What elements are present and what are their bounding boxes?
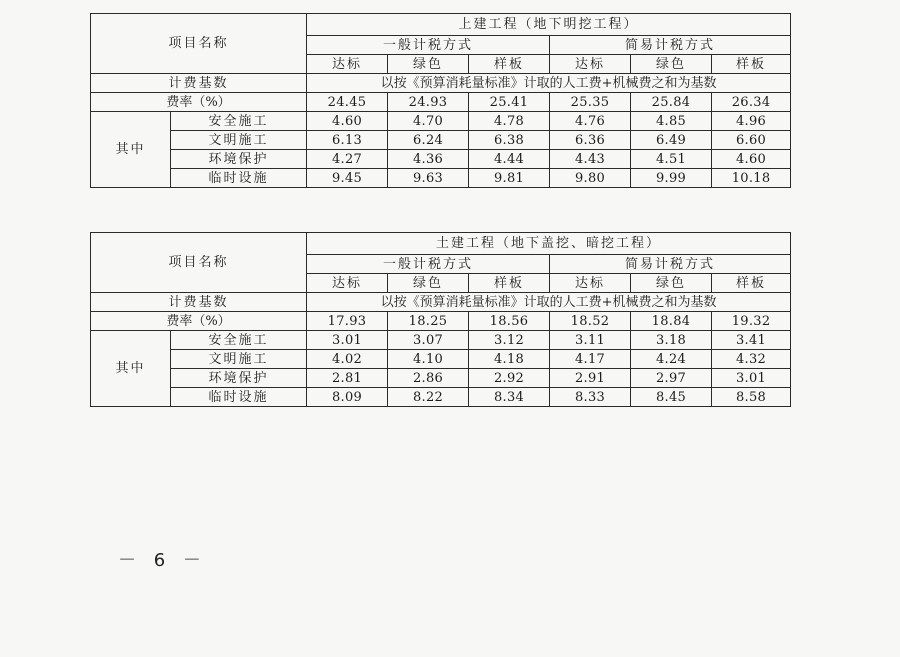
level-header: 样板 — [712, 55, 791, 74]
item-name-header: 项目名称 — [91, 233, 307, 293]
fee-rate-table-2 — [90, 232, 791, 407]
sub-row-value: 8.33 — [550, 388, 631, 407]
sub-row-value: 10.18 — [712, 169, 791, 188]
sub-row-value: 9.80 — [550, 169, 631, 188]
sub-row-value: 4.18 — [469, 350, 550, 369]
sub-row-value: 4.43 — [550, 150, 631, 169]
sub-row-value: 9.45 — [307, 169, 388, 188]
rate-value: 18.56 — [469, 312, 550, 331]
tax-method-general: 一般计税方式 — [307, 255, 550, 274]
sub-row-value: 4.60 — [712, 150, 791, 169]
rate-value: 18.25 — [388, 312, 469, 331]
sub-row-value: 3.07 — [388, 331, 469, 350]
level-header: 绿色 — [631, 274, 712, 293]
sub-row-label: 环境保护 — [171, 150, 307, 169]
sub-row-value: 4.60 — [307, 112, 388, 131]
sub-row-value: 9.63 — [388, 169, 469, 188]
level-header: 样板 — [469, 274, 550, 293]
tax-method-simple: 简易计税方式 — [550, 36, 791, 55]
sub-row-label: 临时设施 — [171, 388, 307, 407]
sub-row-value: 2.81 — [307, 369, 388, 388]
basis-label: 计费基数 — [91, 293, 307, 312]
sub-row-label: 环境保护 — [171, 369, 307, 388]
rate-value: 18.52 — [550, 312, 631, 331]
basis-text: 以按《预算消耗量标准》计取的人工费+机械费之和为基数 — [307, 293, 791, 312]
sub-row-label: 安全施工 — [171, 331, 307, 350]
sub-row-value: 2.97 — [631, 369, 712, 388]
level-header: 绿色 — [388, 274, 469, 293]
project-title: 上建工程（地下明挖工程） — [307, 14, 791, 36]
level-header: 样板 — [469, 55, 550, 74]
sub-row-value: 3.01 — [712, 369, 791, 388]
sub-row-value: 4.32 — [712, 350, 791, 369]
page-number: － 6 － — [118, 550, 207, 571]
level-header: 达标 — [307, 274, 388, 293]
sub-row-value: 4.76 — [550, 112, 631, 131]
sub-row-value: 8.34 — [469, 388, 550, 407]
group-label: 其中 — [91, 112, 171, 188]
sub-row-value: 4.10 — [388, 350, 469, 369]
level-header: 达标 — [550, 55, 631, 74]
sub-row-value: 8.58 — [712, 388, 791, 407]
rate-value: 24.45 — [307, 93, 388, 112]
basis-text: 以按《预算消耗量标准》计取的人工费+机械费之和为基数 — [307, 74, 791, 93]
rate-value: 19.32 — [712, 312, 791, 331]
sub-row-value: 4.44 — [469, 150, 550, 169]
sub-row-value: 8.45 — [631, 388, 712, 407]
sub-row-value: 4.85 — [631, 112, 712, 131]
sub-row-value: 4.24 — [631, 350, 712, 369]
rate-label: 费率（%） — [91, 93, 307, 112]
rate-value: 25.35 — [550, 93, 631, 112]
rate-value: 17.93 — [307, 312, 388, 331]
sub-row-value: 3.12 — [469, 331, 550, 350]
sub-row-value: 6.13 — [307, 131, 388, 150]
rate-value: 25.84 — [631, 93, 712, 112]
item-name-header: 项目名称 — [91, 14, 307, 74]
level-header: 样板 — [712, 274, 791, 293]
level-header: 绿色 — [388, 55, 469, 74]
sub-row-value: 2.86 — [388, 369, 469, 388]
sub-row-value: 4.36 — [388, 150, 469, 169]
sub-row-value: 4.78 — [469, 112, 550, 131]
sub-row-value: 9.99 — [631, 169, 712, 188]
rate-value: 26.34 — [712, 93, 791, 112]
project-title: 土建工程（地下盖挖、暗挖工程） — [307, 233, 791, 255]
sub-row-value: 2.92 — [469, 369, 550, 388]
level-header: 达标 — [307, 55, 388, 74]
tax-method-general: 一般计税方式 — [307, 36, 550, 55]
sub-row-value: 3.18 — [631, 331, 712, 350]
sub-row-value: 3.41 — [712, 331, 791, 350]
level-header: 达标 — [550, 274, 631, 293]
sub-row-value: 4.02 — [307, 350, 388, 369]
sub-row-value: 8.22 — [388, 388, 469, 407]
rate-value: 18.84 — [631, 312, 712, 331]
sub-row-value: 4.51 — [631, 150, 712, 169]
tax-method-simple: 简易计税方式 — [550, 255, 791, 274]
sub-row-value: 8.09 — [307, 388, 388, 407]
sub-row-label: 文明施工 — [171, 131, 307, 150]
sub-row-value: 4.70 — [388, 112, 469, 131]
sub-row-label: 安全施工 — [171, 112, 307, 131]
rate-label: 费率（%） — [91, 312, 307, 331]
sub-row-value: 6.49 — [631, 131, 712, 150]
sub-row-label: 文明施工 — [171, 350, 307, 369]
group-label: 其中 — [91, 331, 171, 407]
level-header: 绿色 — [631, 55, 712, 74]
sub-row-value: 6.38 — [469, 131, 550, 150]
sub-row-value: 6.36 — [550, 131, 631, 150]
sub-row-value: 4.17 — [550, 350, 631, 369]
sub-row-value: 3.11 — [550, 331, 631, 350]
sub-row-value: 6.60 — [712, 131, 791, 150]
sub-row-value: 2.91 — [550, 369, 631, 388]
sub-row-value: 4.96 — [712, 112, 791, 131]
rate-value: 24.93 — [388, 93, 469, 112]
sub-row-value: 6.24 — [388, 131, 469, 150]
basis-label: 计费基数 — [91, 74, 307, 93]
sub-row-label: 临时设施 — [171, 169, 307, 188]
fee-rate-table-1 — [90, 13, 791, 188]
sub-row-value: 3.01 — [307, 331, 388, 350]
rate-value: 25.41 — [469, 93, 550, 112]
sub-row-value: 9.81 — [469, 169, 550, 188]
sub-row-value: 4.27 — [307, 150, 388, 169]
